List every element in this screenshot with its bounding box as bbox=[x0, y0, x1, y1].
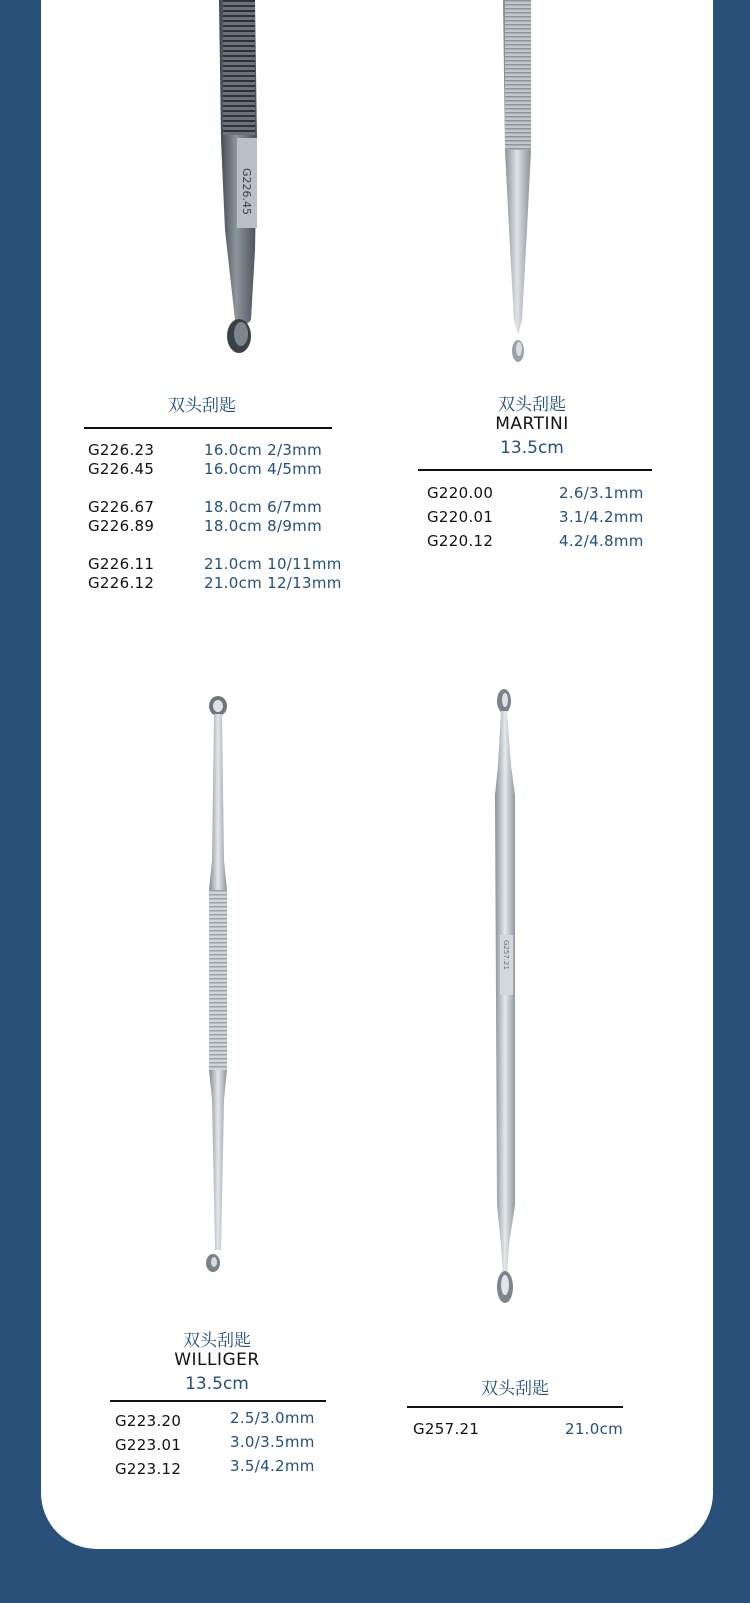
product-spec: 2.6/3.1mm bbox=[559, 484, 644, 502]
curette-image-g226 bbox=[181, 0, 291, 365]
engraving-text: G257.21 bbox=[502, 940, 510, 970]
product-title: 双头刮匙 bbox=[168, 396, 236, 416]
product-spec: 21.0cm 12/13mm bbox=[204, 574, 342, 592]
product-spec: 4.2/4.8mm bbox=[559, 532, 644, 550]
product-length: 13.5cm bbox=[500, 438, 564, 458]
product-code: G226.12 bbox=[88, 574, 155, 592]
product-title: 双头刮匙 bbox=[183, 1331, 251, 1351]
divider bbox=[407, 1406, 623, 1408]
product-code: G223.12 bbox=[115, 1460, 182, 1478]
product-code: G220.01 bbox=[427, 508, 494, 526]
divider bbox=[110, 1400, 326, 1402]
product-code: G223.01 bbox=[115, 1436, 182, 1454]
product-spec: 18.0cm 6/7mm bbox=[204, 498, 322, 516]
product-name: WILLIGER bbox=[174, 1350, 260, 1370]
catalog-card bbox=[41, 0, 713, 1549]
product-spec: 16.0cm 4/5mm bbox=[204, 460, 322, 478]
product-title: 双头刮匙 bbox=[498, 395, 566, 415]
product-spec: 3.5/4.2mm bbox=[230, 1457, 315, 1475]
product-spec: 21.0cm bbox=[565, 1420, 624, 1438]
product-code: G220.00 bbox=[427, 484, 494, 502]
product-spec: 21.0cm 10/11mm bbox=[204, 555, 342, 573]
product-spec: 18.0cm 8/9mm bbox=[204, 517, 322, 535]
product-code: G223.20 bbox=[115, 1412, 182, 1430]
product-code: G257.21 bbox=[413, 1420, 480, 1438]
product-title: 双头刮匙 bbox=[481, 1379, 549, 1399]
curette-image-williger bbox=[196, 690, 236, 1290]
product-name: MARTINI bbox=[495, 414, 569, 434]
curette-image-g257 bbox=[481, 685, 531, 1305]
product-spec: 3.1/4.2mm bbox=[559, 508, 644, 526]
product-spec: 16.0cm 2/3mm bbox=[204, 441, 322, 459]
product-length: 13.5cm bbox=[185, 1374, 249, 1394]
engraving-text: G226.45 bbox=[240, 168, 253, 216]
curette-image-martini bbox=[491, 0, 551, 365]
product-spec: 3.0/3.5mm bbox=[230, 1433, 315, 1451]
product-code: G226.11 bbox=[88, 555, 155, 573]
product-code: G226.45 bbox=[88, 460, 155, 478]
product-code: G226.89 bbox=[88, 517, 155, 535]
product-spec: 2.5/3.0mm bbox=[230, 1409, 315, 1427]
product-code: G220.12 bbox=[427, 532, 494, 550]
divider bbox=[84, 427, 332, 429]
product-code: G226.67 bbox=[88, 498, 155, 516]
divider bbox=[418, 469, 652, 471]
product-code: G226.23 bbox=[88, 441, 155, 459]
